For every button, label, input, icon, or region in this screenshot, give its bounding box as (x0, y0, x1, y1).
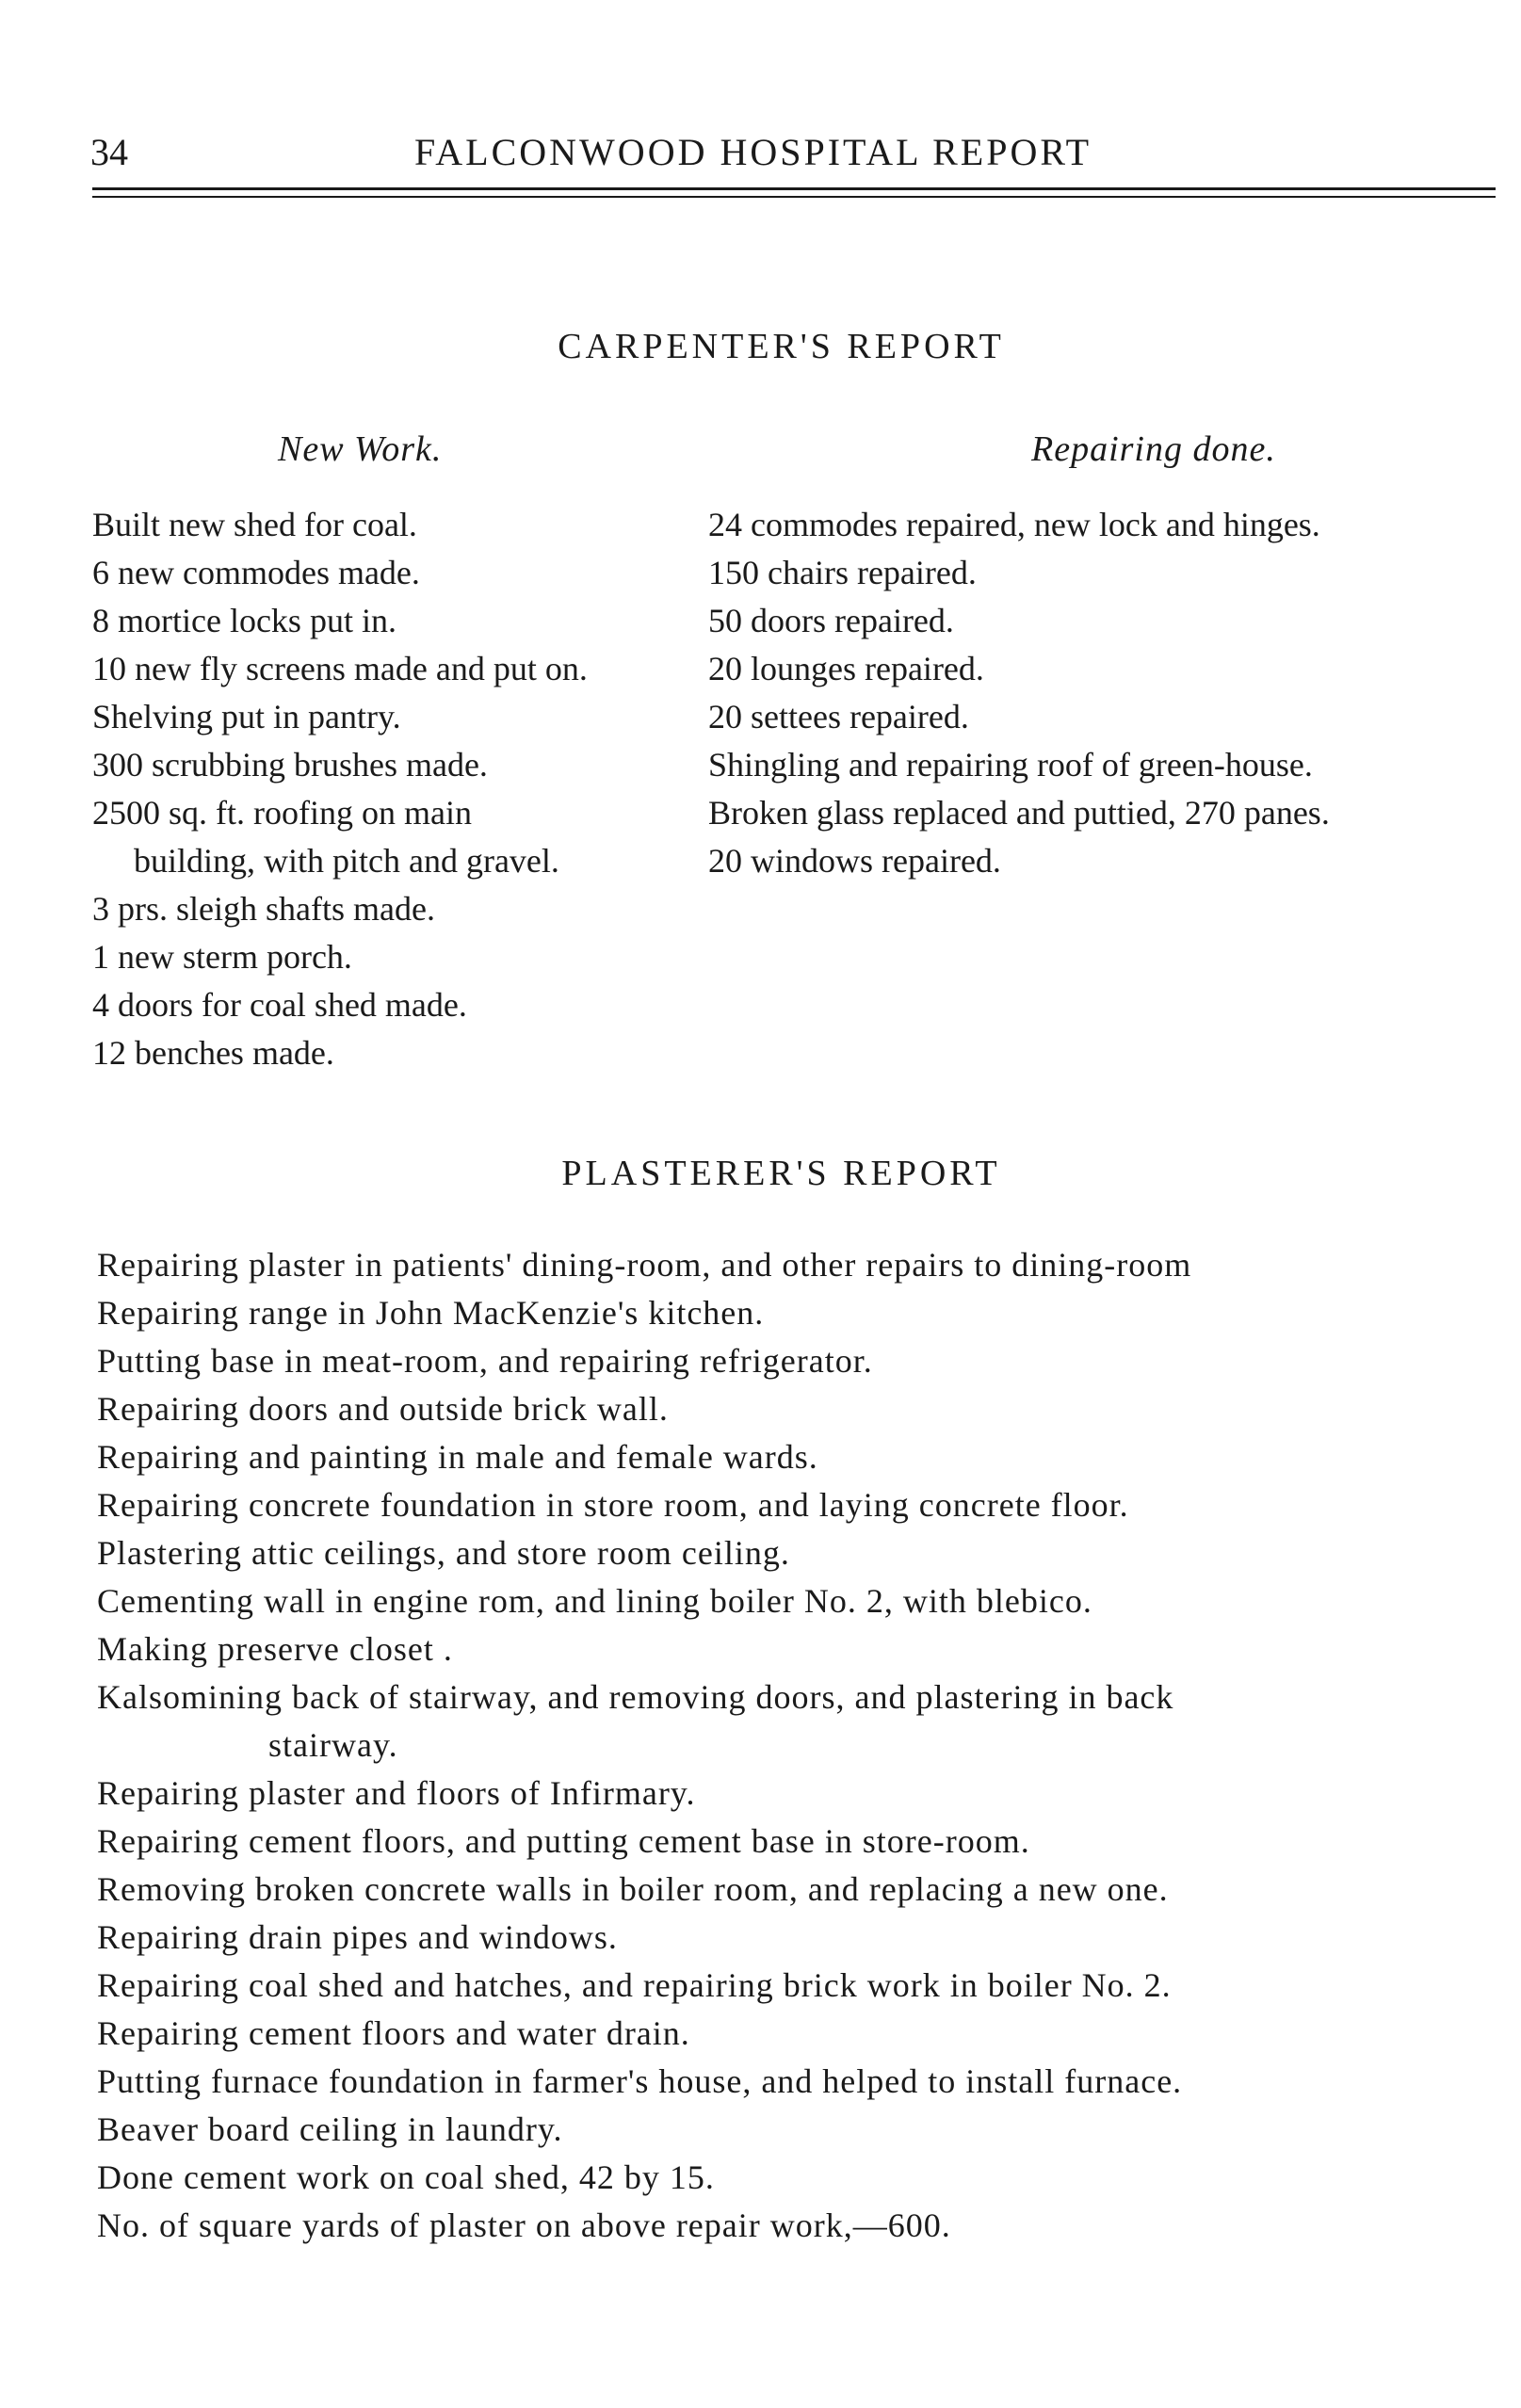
header-rule-thin (92, 196, 1496, 198)
list-item: Repairing plaster and floors of Infirmary. (97, 1774, 696, 1812)
running-head: FALCONWOOD HOSPITAL REPORT (414, 131, 1092, 173)
list-item: Repairing range in John MacKenzie's kitchen. (97, 1294, 765, 1332)
list-item: 20 lounges repaired. (708, 650, 984, 687)
list-item: 3 prs. sleigh shafts made. (92, 890, 435, 928)
list-item: Repairing cement floors and water drain. (97, 2014, 690, 2052)
list-item-continuation: building, with pitch and gravel. (134, 842, 559, 880)
list-item: Repairing doors and outside brick wall. (97, 1390, 669, 1428)
list-item: 6 new commodes made. (92, 554, 420, 591)
repairing-done-heading: Repairing done. (1031, 429, 1276, 469)
plasterer-report-title: PLASTERER'S REPORT (561, 1154, 1001, 1193)
list-item: 8 mortice locks put in. (92, 602, 396, 639)
page-number: 34 (90, 131, 128, 173)
list-item: Putting furnace foundation in farmer's house, and helped to install furnace. (97, 2062, 1183, 2100)
repairing-done-list (708, 501, 1499, 885)
list-item: 50 doors repaired. (708, 602, 954, 639)
list-item: Repairing plaster in patients' dining-room, and other repairs to dining-room (97, 1246, 1192, 1284)
list-item-continuation: stairway. (268, 1726, 398, 1764)
list-item: Removing broken concrete walls in boiler room, and replacing a new one. (97, 1870, 1169, 1908)
new-work-list (92, 501, 695, 1077)
list-item: 300 scrubbing brushes made. (92, 746, 488, 784)
list-item: 24 commodes repaired, new lock and hinges. (708, 506, 1320, 543)
list-item: Shingling and repairing roof of green-house. (708, 746, 1313, 784)
list-item: Repairing coal shed and hatches, and repairing brick work in boiler No. 2. (97, 1966, 1172, 2004)
list-item: Beaver board ceiling in laundry. (97, 2110, 563, 2148)
new-work-heading: New Work. (278, 429, 443, 469)
list-item: 20 settees repaired. (708, 698, 969, 735)
carpenter-report-title: CARPENTER'S REPORT (558, 327, 1005, 366)
list-item: Repairing and painting in male and female wards. (97, 1438, 818, 1476)
list-item: 10 new fly screens made and put on. (92, 650, 588, 687)
list-item: Repairing concrete foundation in store room, and laying concrete floor. (97, 1486, 1129, 1524)
list-item: Built new shed for coal. (92, 506, 417, 543)
list-item: Plastering attic ceilings, and store room ceiling. (97, 1534, 790, 1572)
list-item: Kalsomining back of stairway, and removing doors, and plastering in back (97, 1678, 1174, 1716)
list-item: Repairing cement floors, and putting cement base in store-room. (97, 1822, 1030, 1860)
plasterer-list (97, 1241, 1500, 2250)
list-item: 1 new sterm porch. (92, 938, 352, 976)
list-item: 12 benches made. (92, 1034, 334, 1072)
list-item: 2500 sq. ft. roofing on main (92, 794, 472, 832)
list-item: Cementing wall in engine rom, and lining boiler No. 2, with blebico. (97, 1582, 1092, 1620)
header-rule (92, 187, 1496, 190)
list-item: Putting base in meat-room, and repairing refrigerator. (97, 1342, 873, 1380)
list-item: Repairing drain pipes and windows. (97, 1918, 618, 1956)
list-item: Making preserve closet . (97, 1630, 453, 1668)
list-item: 20 windows repaired. (708, 842, 1001, 880)
list-item: 4 doors for coal shed made. (92, 986, 467, 1024)
list-item: Broken glass replaced and puttied, 270 panes. (708, 794, 1330, 832)
list-item: Shelving put in pantry. (92, 698, 401, 735)
list-item: 150 chairs repaired. (708, 554, 977, 591)
list-item: No. of square yards of plaster on above repair work,—600. (97, 2206, 951, 2244)
list-item: Done cement work on coal shed, 42 by 15. (97, 2158, 715, 2196)
